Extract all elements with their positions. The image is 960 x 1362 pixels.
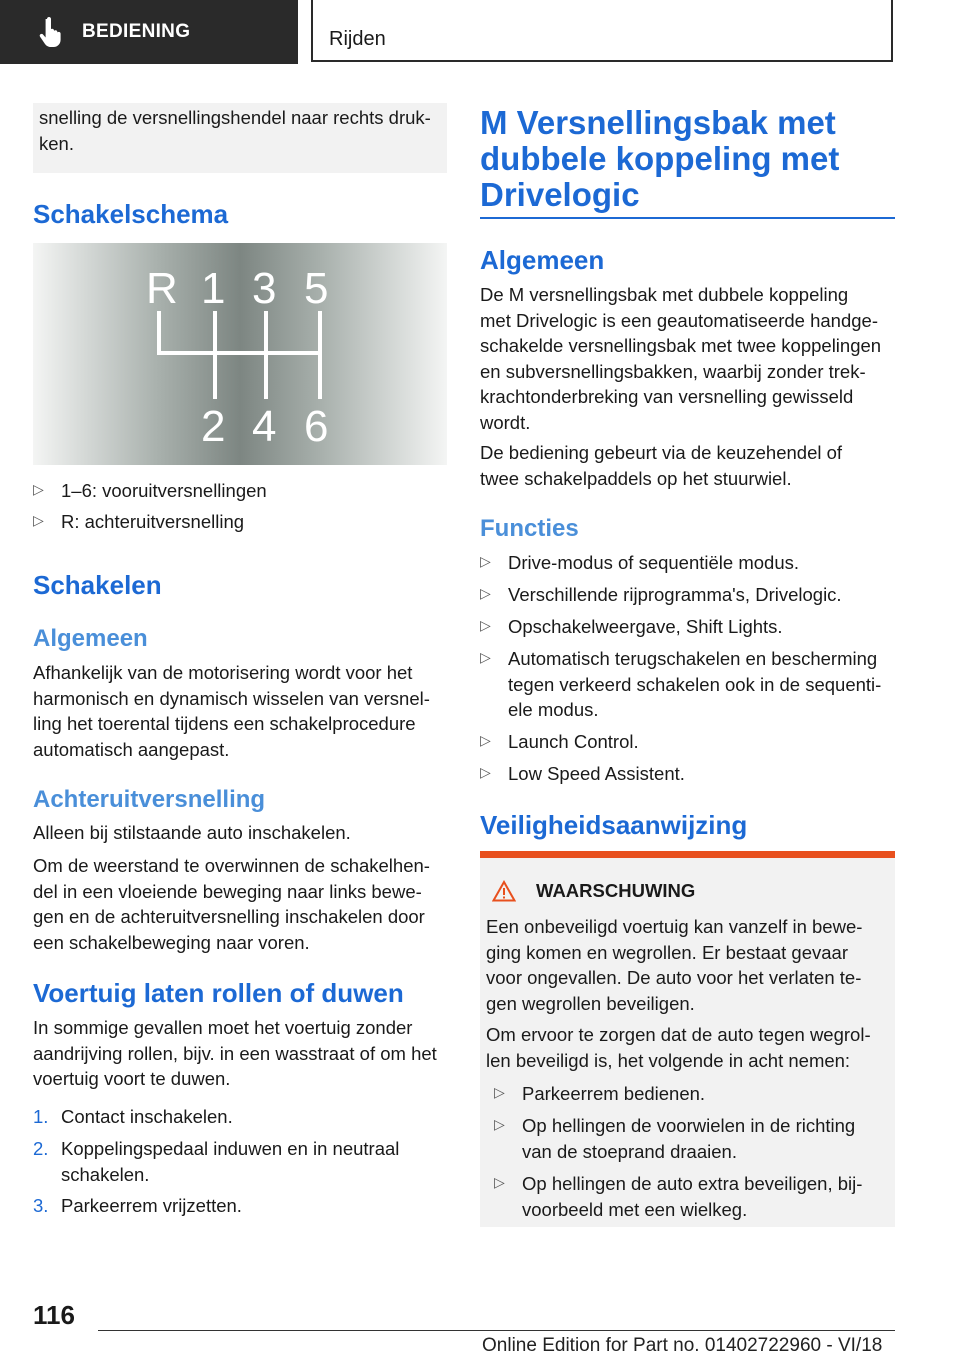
triangle-bullet-icon: ▷ <box>480 585 491 601</box>
section-label: BEDIENING <box>82 21 191 42</box>
rollen-text: In sommige gevallen moet het voertuig zonder aandrijving rollen, bijv. in een wasstraat of om het voertuig voort te duwen. <box>33 1017 437 1089</box>
gear-label-6: 6 <box>304 402 329 451</box>
gear-label-r: R <box>146 264 178 313</box>
intro-line: snelling de versnellingshendel naar rechts druk- <box>39 107 431 128</box>
list-item: ▷ Parkeerrem bedienen. <box>494 1081 705 1107</box>
warning-header <box>492 880 695 902</box>
triangle-bullet-icon: ▷ <box>480 649 491 665</box>
triangle-bullet-icon: ▷ <box>480 617 491 633</box>
gear-label-4: 4 <box>252 402 277 451</box>
footer-divider <box>98 1330 895 1331</box>
list-item: ▷ Op hellingen de auto extra beveiligen, bij- voorbeeld met een wielkeg. <box>494 1171 862 1222</box>
triangle-bullet-icon: ▷ <box>494 1174 505 1190</box>
gate-reverse <box>159 311 320 353</box>
achteruit-text: Alleen bij stilstaande auto inschakelen. <box>33 822 351 843</box>
list-item: ▷ Opschakelweergave, Shift Lights. <box>480 614 783 640</box>
rollen-heading: Voertuig laten rollen of duwen <box>33 978 404 1008</box>
gear-label-3: 3 <box>252 264 277 313</box>
veiligheid-heading: Veiligheidsaanwijzing <box>480 810 748 840</box>
intro-line: ken. <box>39 132 74 154</box>
warning-text: Om ervoor te zorgen dat de auto tegen wegrol- len beveiligd is, het volgende in acht nemen: <box>486 1024 871 1071</box>
algemeen-heading-right: Algemeen <box>480 245 605 275</box>
triangle-bullet-icon: ▷ <box>494 1116 505 1132</box>
title-divider <box>480 217 895 219</box>
triangle-bullet-icon: ▷ <box>480 553 491 569</box>
triangle-bullet-icon: ▷ <box>33 512 44 528</box>
schakelen-heading: Schakelen <box>33 570 162 600</box>
list-item: ▷ Verschillende rijprogramma's, Drivelogic. <box>480 582 842 608</box>
triangle-bullet-icon: ▷ <box>480 732 491 748</box>
triangle-bullet-icon: ▷ <box>494 1084 505 1100</box>
gear-label-1: 1 <box>201 264 226 313</box>
list-item: ▷ 1–6: vooruitversnellingen <box>33 478 267 504</box>
numbered-step: 2. Koppelingspedaal induwen en in neutraal schakelen. <box>33 1138 400 1185</box>
hand-pointer-icon <box>38 17 64 47</box>
algemeen-text-right: De M versnellingsbak met dubbele koppeling met Drivelogic is een geautomatiseerde handge- schakelde versnellingsbak met twee koppelingen en subversnellingsbakken, waarbij zonder trek- krachtonderbreking van versnelling gewisseld wordt. <box>480 284 882 433</box>
algemeen-text-left: Afhankelijk van de motorisering wordt voor het harmonisch en dynamisch wisselen van versnel- ling het toerental tijdens een schakelprocedure automatisch aangepast. <box>33 662 430 760</box>
algemeen-heading-left: Algemeen <box>33 625 148 652</box>
list-item: ▷ R: achteruitversnelling <box>33 509 244 535</box>
list-item: ▷ Op hellingen de voorwielen in de richting van de stoeprand draaien. <box>494 1113 855 1164</box>
chapter-tab <box>311 0 893 62</box>
triangle-bullet-icon: ▷ <box>33 481 44 497</box>
numbered-step: 1. Contact inschakelen. <box>33 1106 233 1127</box>
page-number: 116 <box>33 1300 75 1330</box>
algemeen-text-right: De bediening gebeurt via de keuzehendel of twee schakelpaddels op het stuurwiel. <box>480 442 843 489</box>
gear-shift-diagram <box>33 243 447 465</box>
triangle-bullet-icon: ▷ <box>480 764 491 780</box>
intro-box <box>33 103 447 173</box>
list-item: ▷ Low Speed Assistent. <box>480 761 685 787</box>
list-item: ▷ Launch Control. <box>480 729 639 755</box>
gear-pattern-svg <box>33 243 447 465</box>
edition-text: Online Edition for Part no. 01402722960 - VI/18 <box>482 1335 883 1356</box>
chapter-label: Rijden <box>329 28 386 50</box>
numbered-step: 3. Parkeerrem vrijzetten. <box>33 1195 242 1216</box>
list-item: ▷ Automatisch terugschakelen en bescherming tegen verkeerd schakelen ook in de sequenti- ele modus. <box>480 646 881 723</box>
section-tab <box>0 0 298 64</box>
achteruit-text: Om de weerstand te overwinnen de schakelhen- del in een vloeiende beweging naar links bewe- gen en de achteruitversnelling inschakelen door een schakelbeweging naar voren. <box>33 855 430 953</box>
warning-triangle-icon <box>492 880 516 902</box>
gear-label-2: 2 <box>201 402 226 451</box>
list-item: ▷ Drive-modus of sequentiële modus. <box>480 550 799 576</box>
warning-label: WAARSCHUWING <box>536 880 696 901</box>
main-title: M Versnellingsbak met dubbele koppeling met Drivelogic <box>480 104 840 213</box>
warning-box <box>480 851 895 1227</box>
achteruit-heading: Achteruitversnelling <box>33 786 266 813</box>
warning-text: Een onbeveiligd voertuig kan vanzelf in bewe- ging komen en wegrollen. Er bestaat gevaar voor ongevallen. De auto voor het verlaten te- gen wegrollen beveiligen. <box>486 916 863 1014</box>
functies-heading: Functies <box>480 515 579 542</box>
gear-label-5: 5 <box>304 264 329 313</box>
schakelschema-heading: Schakelschema <box>33 199 229 229</box>
